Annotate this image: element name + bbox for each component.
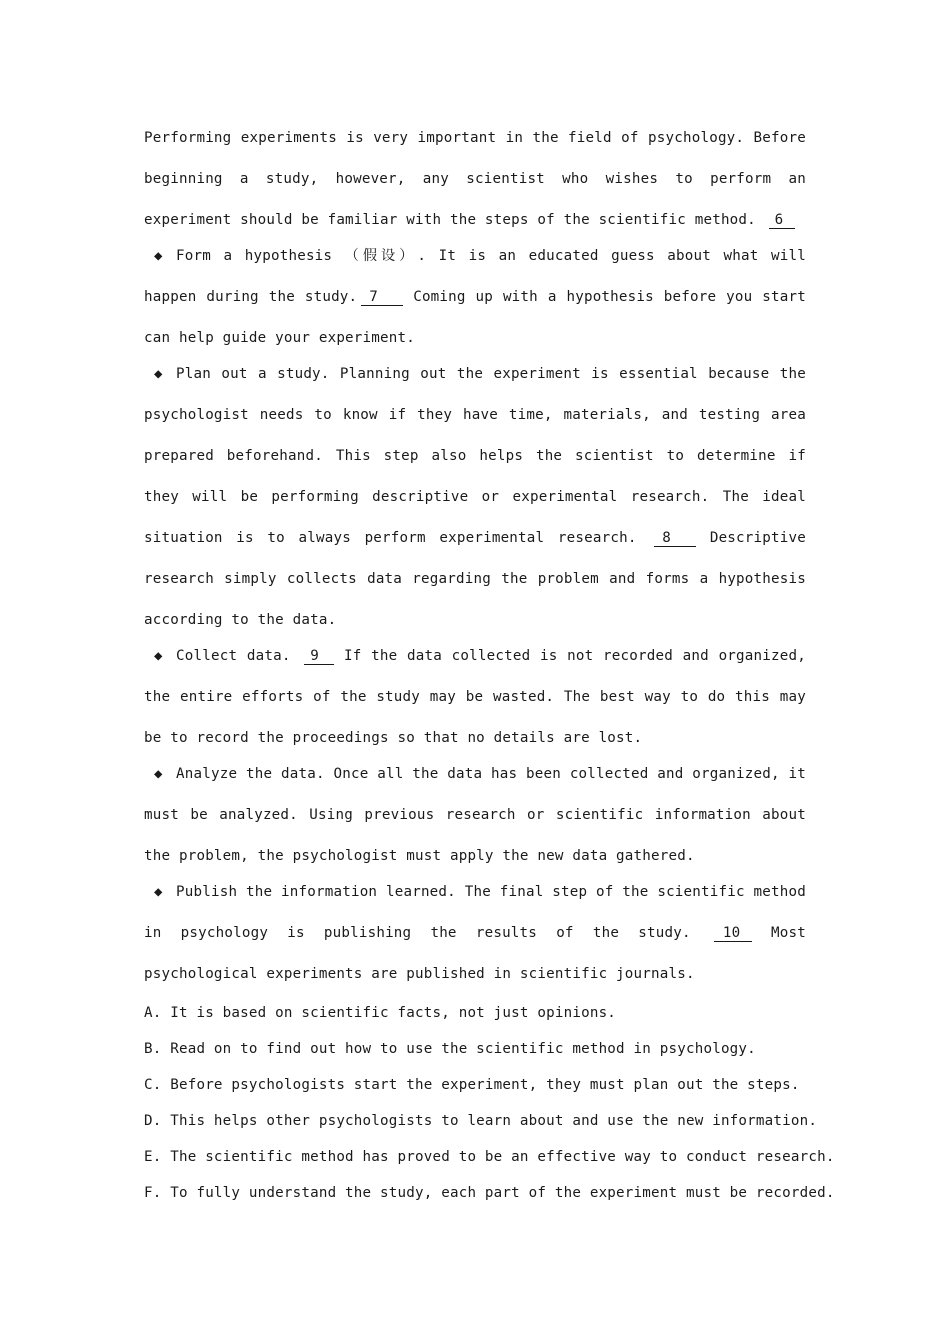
blank-7: 7 xyxy=(361,289,403,306)
diamond-bullet-icon: ◆ xyxy=(154,366,163,382)
step-text: Collect data. xyxy=(176,648,291,664)
step-collect-data xyxy=(144,636,806,759)
diamond-bullet-icon: ◆ xyxy=(154,766,163,782)
blank-6: 6 xyxy=(769,212,795,229)
step-publish xyxy=(144,872,806,995)
intro-text: Performing experiments is very important in the field of psychology. Before beginning a study, however, any scientist who wishes to perform an experiment should be familiar with the steps of the scientific method. xyxy=(144,130,806,228)
step-form-hypothesis xyxy=(144,236,806,359)
intro-paragraph xyxy=(144,118,806,241)
answer-options xyxy=(144,995,835,1211)
diamond-bullet-icon: ◆ xyxy=(154,248,163,264)
option-a: A. It is based on scientific facts, not just opinions. xyxy=(144,1005,617,1021)
option-d: D. This helps other psychologists to learn about and use the new information. xyxy=(144,1113,818,1129)
diamond-bullet-icon: ◆ xyxy=(154,648,163,664)
step-analyze-data xyxy=(144,754,806,877)
step-text-after: Descriptive research simply collects data regarding the problem and forms a hypothesis according to the data. xyxy=(144,530,806,628)
blank-8: 8 xyxy=(654,530,696,547)
option-b: B. Read on to find out how to use the scientific method in psychology. xyxy=(144,1041,756,1057)
step-text-after: If the data collected is not recorded and organized, the entire efforts of the study may be wasted. The best way to do this may be to record the proceedings so that no details are lost. xyxy=(144,648,806,746)
option-c: C. Before psychologists start the experiment, they must plan out the steps. xyxy=(144,1077,800,1093)
step-plan-study xyxy=(144,354,806,641)
blank-9: 9 xyxy=(304,648,334,665)
step-text: Form a hypothesis （假设）. It is an educated guess about what will happen during the study. xyxy=(144,248,806,305)
step-text: Analyze the data. Once all the data has been collected and organized, it must be analyzed. Using previous research or scientific information about the problem, the psychologist must apply the new data gathered. xyxy=(144,766,806,864)
option-f: F. To fully understand the study, each part of the experiment must be recorded. xyxy=(144,1185,835,1201)
step-text-after: Coming up with a hypothesis before you start can help guide your experiment. xyxy=(144,289,806,346)
step-text: Publish the information learned. The final step of the scientific method in psychology is publishing the results of the study. xyxy=(144,884,806,941)
step-text-after: Most psychological experiments are published in scientific journals. xyxy=(144,925,806,982)
blank-10: 10 xyxy=(714,925,752,942)
document-page xyxy=(144,118,835,1211)
diamond-bullet-icon: ◆ xyxy=(154,884,163,900)
step-text: Plan out a study. Planning out the experiment is essential because the psychologist needs to know if they have time, materials, and testing area prepared beforehand. This step also helps the scientist to determine if they will be performing descriptive or experimental research. The ideal situation is to always perform experimental research. xyxy=(144,366,806,546)
option-e: E. The scientific method has proved to be an effective way to conduct research. xyxy=(144,1149,835,1165)
